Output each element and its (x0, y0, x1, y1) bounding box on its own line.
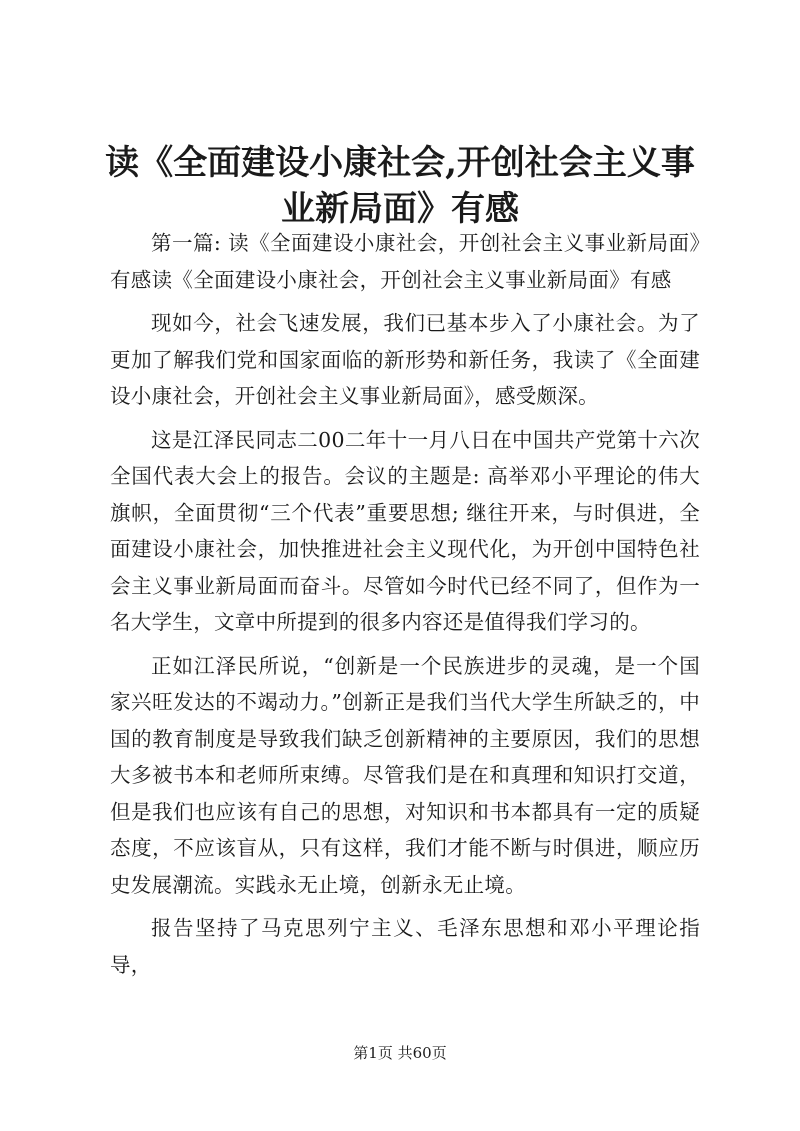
paragraph-4: 正如江泽民所说，“创新是一个民族进步的灵魂，是一个国家兴旺发达的不竭动力。”创新正是我们当代大学生所缺乏的，中国的教育制度是导致我们缺乏创新精神的主要原因，我们的思想大多被书本和老师所束缚。尽管我们是在和真理和知识打交道，但是我们也应该有自己的思想，对知识和书本都具有一定的质疑态度，不应该盲从，只有这样，我们才能不断与时俱进，顺应历史发展潮流。实践永无止境，创新永无止境。 (110, 653, 700, 897)
paragraph-3: 这是江泽民同志二00二年十一月八日在中国共产党第十六次全国代表大会上的报告。会议的主题是: 高举邓小平理论的伟大旗帜，全面贯彻“三个代表”重要思想; 继往开来，与时俱进，全面建设小康社会，加快推进社会主义现代化，为开创中国特色社会主义事业新局面而奋斗。尽管如今时代已经不同了，但作为一名大学生，文章中所提到的很多内容还是值得我们学习的。 (110, 427, 700, 634)
paragraph-5: 报告坚持了马克思列宁主义、毛泽东思想和邓小平理论指导， (110, 916, 700, 977)
page-number-footer: 第1页 共60页 (353, 1044, 447, 1062)
paragraph-1: 第一篇: 读《全面建设小康社会，开创社会主义事业新局面》有感读《全面建设小康社会，开创社会主义事业新局面》有感 (110, 231, 700, 292)
document-title: 读《全面建设小康社会,开创社会主义事业新局面》有感 (105, 143, 695, 229)
paragraph-2: 现如今，社会飞速发展，我们已基本步入了小康社会。为了更加了解我们党和国家面临的新形势和新任务，我读了《全面建设小康社会，开创社会主义事业新局面》，感受颇深。 (110, 311, 700, 408)
document-body (110, 225, 700, 990)
